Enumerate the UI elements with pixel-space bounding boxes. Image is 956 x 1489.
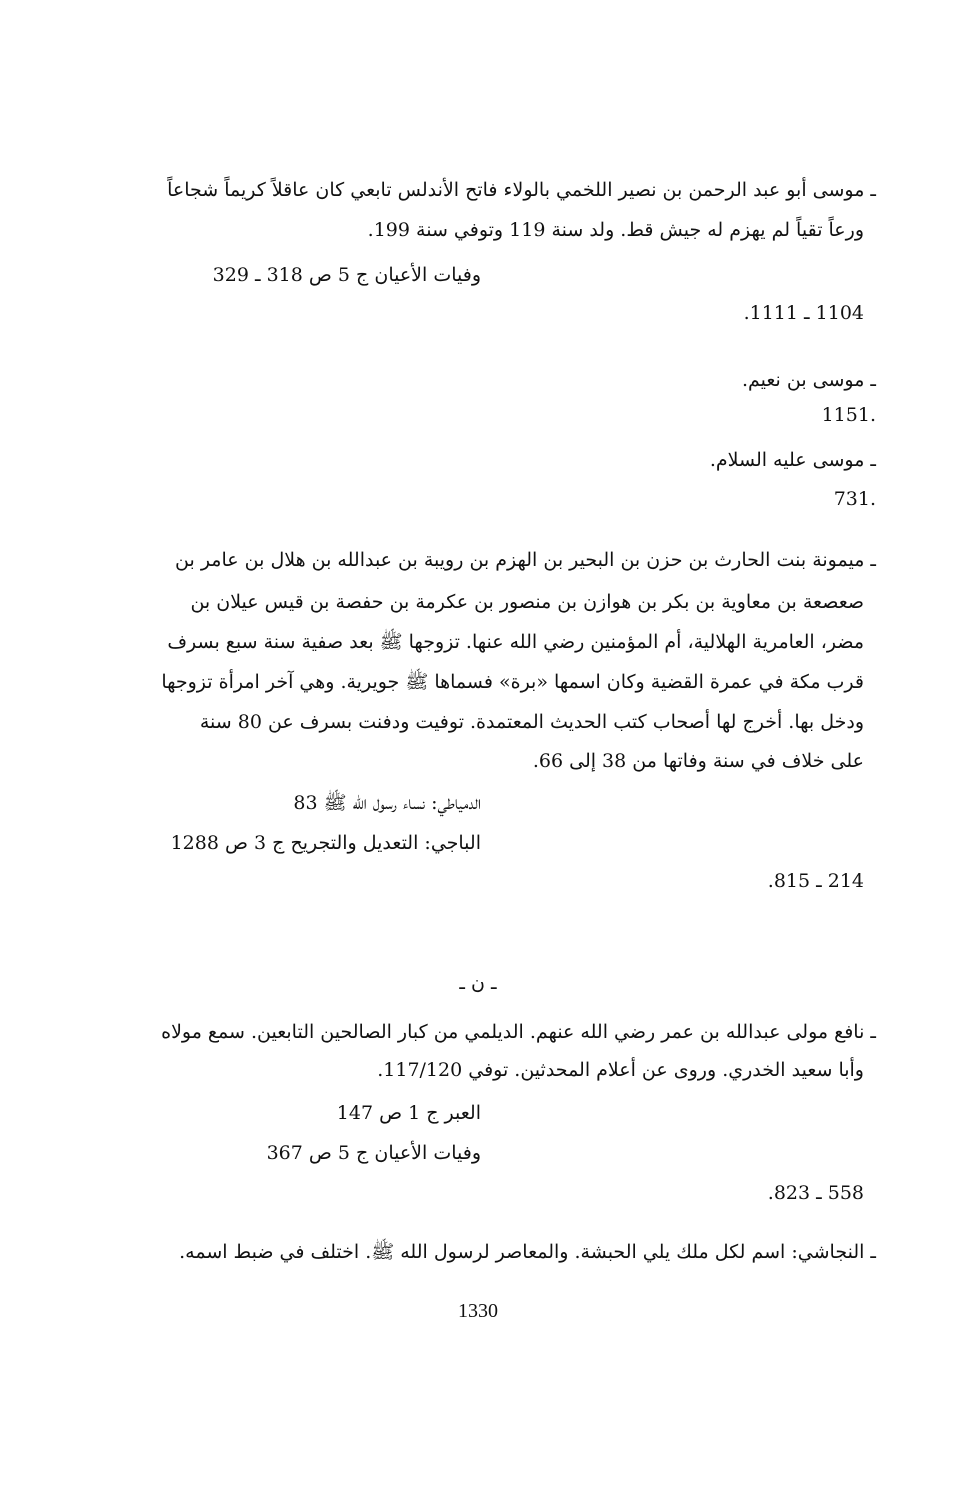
- entry-line: ودخل بها. أخرج لها أصحاب كتب الحديث المعتمدة. توفيت ودفنت بسرف عن 80 سنة: [199, 711, 864, 733]
- entry-line: وأبا سعيد الخدري. وروى عن أعلام المحدثين. توفي 117/120.: [377, 1059, 864, 1081]
- page-references: 1151.: [821, 404, 876, 426]
- source-reference: الباجي: التعديل والتجريح ج 3 ص 1288: [170, 832, 481, 854]
- entry-line: صعصعة بن معاوية بن بكر بن هوازن بن منصور بن عكرمة بن حفصة بن قيس عيلان بن: [190, 591, 864, 613]
- source-reference: وفيات الأعيان ج 5 ص 318 ـ 329: [212, 264, 481, 286]
- entry-line: ورعاً تقياً لم يهزم له جيش قط. ولد سنة 119 وتوفي سنة 199.: [367, 219, 864, 241]
- page-references: 214 ـ 815.: [767, 870, 864, 892]
- entry-line: قرب مكة في عمرة القضية وكان اسمها «برة» فسماها ﷺ جويرية. وهي آخر امرأة تزوجها: [161, 671, 864, 693]
- entry-line: ـ نافع مولى عبدالله بن عمر رضي الله عنهم. الديلمي من كبار الصالحين التابعين. سمع مولاه: [161, 1021, 876, 1043]
- entry-line: ـ موسى عليه السلام.: [709, 449, 876, 471]
- page-references: 1104 ـ 1111.: [743, 302, 864, 324]
- page-references: 558 ـ 823.: [767, 1182, 864, 1204]
- source-reference: الدمياطي: نساء رسول الله ﷺ 83: [293, 792, 481, 814]
- entry-line: على خلاف في سنة وفاتها من 38 إلى 66.: [532, 750, 864, 772]
- entry-line: ـ موسى بن نعيم.: [741, 369, 876, 391]
- page-number: 1330: [458, 1300, 498, 1322]
- entry-line: ـ النجاشي: اسم لكل ملك يلي الحبشة. والمعاصر لرسول الله ﷺ. اختلف في ضبط اسمه.: [179, 1241, 876, 1263]
- page-references: 731.: [833, 488, 876, 510]
- source-reference: العبر ج 1 ص 147: [336, 1102, 481, 1124]
- section-heading: ـ ن ـ: [459, 972, 497, 994]
- entry-line: مضر، العامرية الهلالية، أم المؤمنين رضي الله عنها. تزوجها ﷺ بعد صفية سنة سبع بسرف: [167, 631, 864, 653]
- entry-line: ـ ميمونة بنت الحارث بن حزن بن البحير بن الهزم بن رويبة بن عبدالله بن هلال بن عامر بن: [175, 549, 876, 571]
- source-reference: وفيات الأعيان ج 5 ص 367: [266, 1142, 481, 1164]
- entry-line: ـ موسى أبو عبد الرحمن بن نصير اللخمي بالولاء فاتح الأندلس تابعي كان عاقلاً كريماً شجاعاً: [167, 179, 876, 201]
